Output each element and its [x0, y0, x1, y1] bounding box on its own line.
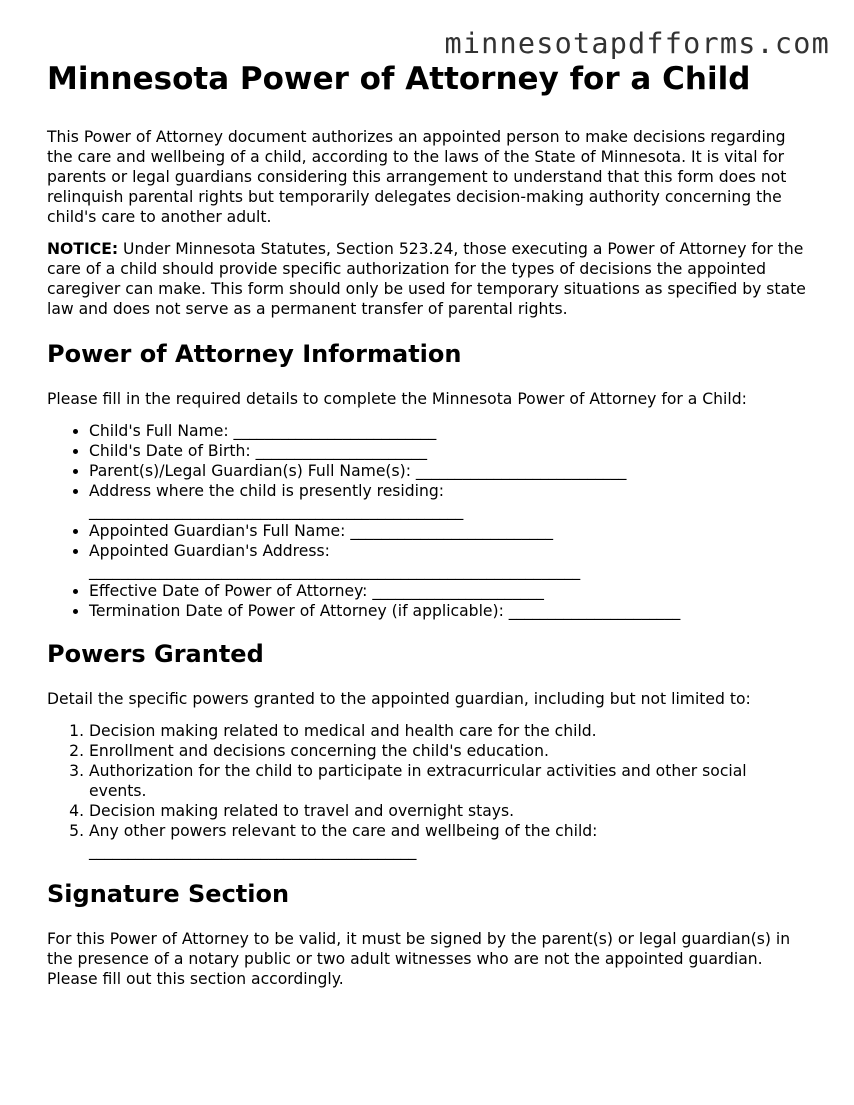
field-termination-date: • Termination Date of Power of Attorney (if applicable): ______________________ — [89, 601, 807, 621]
powers-instructions: Detail the specific powers granted to the appointed guardian, including but not limited to: — [47, 690, 751, 708]
intro-paragraph: This Power of Attorney document authorizes an appointed person to make decisions regarding the care and wellbeing of a child, according to the laws of the State of Minnesota. It is vital for parents or legal guardians considering this arrangement to understand that this form does not relinquish parental rights but temporarily delegates decision-making authority concerning the child's care to another adult. — [47, 128, 787, 226]
notice-label: NOTICE: — [47, 240, 119, 258]
notice-text: Under Minnesota Statutes, Section 523.24, those executing a Power of Attorney for the care of a child should provide specific authorization for the types of decisions the appointed caregiver can make. This form should only be used for temporary situations as specified by state law and does not serve as a permanent transfer of parental rights. — [47, 240, 806, 318]
field-child-address: • Address where the child is presently residing: ________________________________________________ — [89, 481, 807, 521]
document-page — [47, 60, 807, 989]
field-child-dob: • Child's Date of Birth: ______________________ — [89, 441, 807, 461]
field-guardian-address: • Appointed Guardian's Address: _______________________________________________________________ — [89, 541, 807, 581]
field-guardian-name: • Appointed Guardian's Full Name: __________________________ — [89, 521, 807, 541]
notice-paragraph — [47, 239, 807, 319]
field-child-name: • Child's Full Name: __________________________ — [89, 421, 807, 441]
info-section-heading: Power of Attorney Information — [47, 340, 462, 368]
power-item-activities: 3. Authorization for the child to participate in extracurricular activities and other social events. — [89, 761, 807, 801]
signature-paragraph: For this Power of Attorney to be valid, it must be signed by the parent(s) or legal guardian(s) in the presence of a notary public or two adult witnesses who are not the appointed guardian. Please fill out this section accordingly. — [47, 930, 791, 988]
powers-list — [47, 721, 807, 861]
field-effective-date: • Effective Date of Power of Attorney: ______________________ — [89, 581, 807, 601]
power-item-education: 2. Enrollment and decisions concerning the child's education. — [89, 741, 807, 761]
power-item-other: 5. Any other powers relevant to the care and wellbeing of the child: __________________________________________ — [89, 821, 807, 861]
signature-section-heading: Signature Section — [47, 880, 290, 908]
field-parent-names: • Parent(s)/Legal Guardian(s) Full Name(s): ___________________________ — [89, 461, 807, 481]
power-item-medical: 1. Decision making related to medical and health care for the child. — [89, 721, 807, 741]
site-watermark: minnesotapdfforms.com — [444, 27, 830, 60]
info-instructions: Please fill in the required details to complete the Minnesota Power of Attorney for a Child: — [47, 390, 747, 408]
info-field-list — [47, 421, 807, 621]
power-item-travel: 4. Decision making related to travel and overnight stays. — [89, 801, 807, 821]
powers-section-heading: Powers Granted — [47, 640, 264, 668]
document-title: Minnesota Power of Attorney for a Child — [47, 61, 751, 97]
